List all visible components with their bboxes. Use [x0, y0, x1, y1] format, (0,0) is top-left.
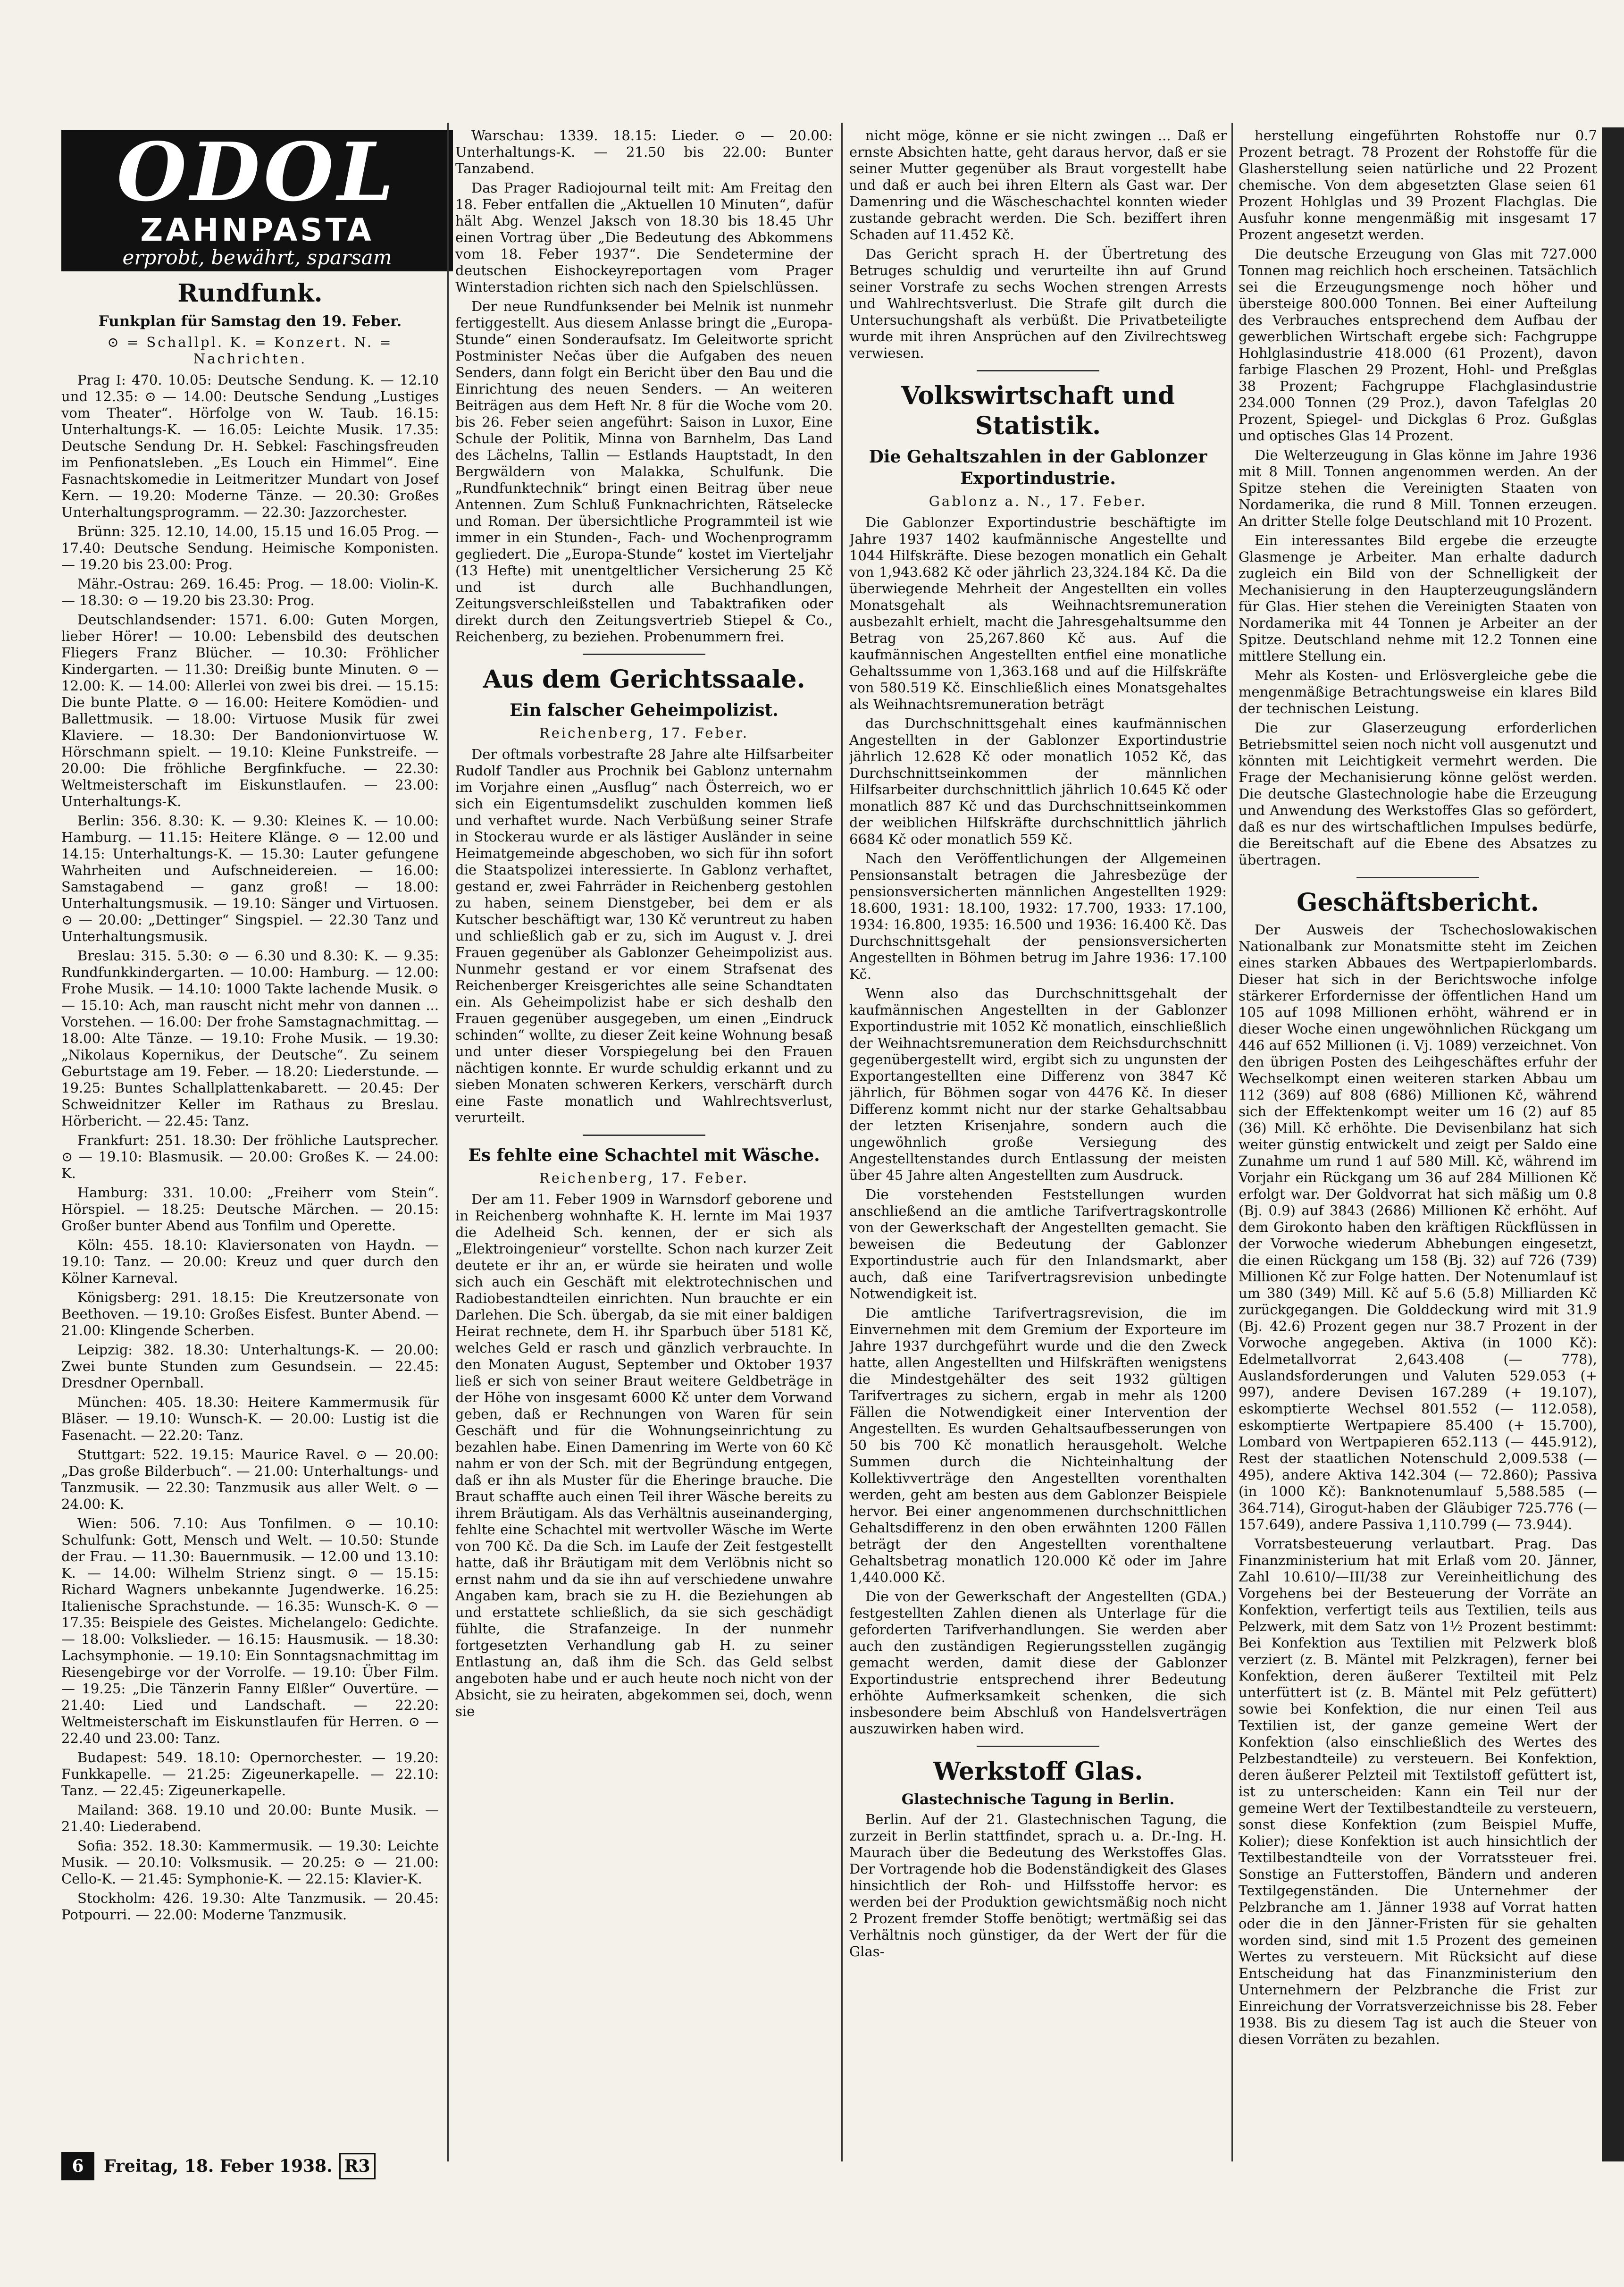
paragraph: das Durchschnittsgehalt eines kaufmännischen Angestellten in der Gablonzer Exportindustrie jährlich 12.628 Kč oder monatlich 1052 Kč, das Durchschnittseinkommen der männlichen Hilfsarbeiter durchschnittlich jährlich 10.645 Kč oder monatlich 887 Kč und das Durchschnittseinkommen der weiblichen Hilfskräfte durchschnittlich jährlich 6684 Kč oder monatlich 559 Kč.	[849, 715, 1227, 847]
radio-notes	[455, 127, 833, 645]
story2-dateline: Reichenberg, 17. Feber.	[539, 1170, 749, 1186]
paragraph: Hamburg: 331. 10.00: „Freiherr vom Stein“. Hörspiel. — 18.25: Deutsche Märchen. — 20.15: Großer bunter Abend aus Tonfilm und Operette.	[61, 1185, 439, 1234]
glass-subheading: Glastechnische Tagung in Berlin.	[901, 1791, 1175, 1808]
ad-product: ZAHNPASTA	[140, 212, 374, 248]
paragraph: Stuttgart: 522. 19.15: Maurice Ravel. ⊙ — 20.00: „Das große Bilderbuch“. — 21.00: Unterhaltungs- und Tanzmusik. — 22.30: Tanzmusik aus aller Welt. ⊙ — 24.00: K.	[61, 1446, 439, 1512]
column-radio	[61, 269, 439, 2161]
paragraph: Budapest: 549. 18.10: Opernorchester. — 19.20: Funkkapelle. — 21.25: Zigeunerkapelle. — 22.10: Tanz. — 22.45: Zigeunerkapelle.	[61, 1749, 439, 1799]
radio-listings	[61, 372, 439, 1923]
paragraph: Die von der Gewerkschaft der Angestellten (GDA.) festgestellten Zahlen dienen als Unterlage für die geforderten Tarifverhandlungen. Sie werden aber auch den zuständigen Regierungsstellen zugängig gemacht werden, damit diese der Gablonzer Exportindustrie entsprechend ihrer Bedeutung erhöhte Aufmerksamkeit schenken, die sich insbesondere beim Abschluß von Handelsverträgen auszuwirken haben wird.	[849, 1589, 1227, 1737]
glass-body	[849, 1811, 1227, 1960]
paragraph: Köln: 455. 18.10: Klaviersonaten von Haydn. — 19.10: Tanz. — 20.00: Kreuz und quer durch den Kölner Karneval.	[61, 1237, 439, 1286]
radio-legend: ⊙ = Schallpl. K. = Konzert. N. = Nachrichten.	[107, 334, 393, 367]
paragraph: Mehr als Kosten- und Erlösvergleiche gebe die mengenmäßige Betrachtungsweise ein klares Bild der technischen Leistung.	[1239, 667, 1597, 716]
radio-heading: Rundfunk.	[177, 279, 323, 308]
column-rule	[1231, 123, 1233, 2161]
column-three	[849, 127, 1227, 2161]
paragraph: Königsberg: 291. 18.15: Die Kreutzersonate von Beethoven. — 19.10: Großes Eisfest. Bunter Abend. — 21.00: Klingende Scherben.	[61, 1289, 439, 1338]
paragraph: Die Gablonzer Exportindustrie beschäftigte im Jahre 1937 1402 kaufmännische Angestellte und 1044 Hilfskräfte. Diese bezogen monatlich ein Gehalt von 1,943.682 Kč oder jährlich 23,324.184 Kč. Da die überwiegende Mehrheit der Angestellten ein volles Monatsgehalt als Weihnachtsremuneration ausbezahlt erhielt, macht die Jahresgehaltsumme den Betrag von 25,267.860 Kč aus. Auf die kaufmännischen Angestellten entfiel eine monatliche Gehaltssumme von 1,363.168 und auf die Hilfskräfte von 580.519 Kč. Einschließlich eines Monatsgehaltes als Weihnachtsremuneration beträgt	[849, 514, 1227, 712]
paragraph: Stockholm: 426. 19.30: Alte Tanzmusik. — 20.45: Potpourri. — 22.00: Moderne Tanzmusik.	[61, 1890, 439, 1923]
paragraph: München: 405. 18.30: Heitere Kammermusik für Bläser. — 19.10: Wunsch-K. — 20.00: Lustig ist die Fasenacht. — 22.20: Tanz.	[61, 1394, 439, 1443]
paragraph: Leipzig: 382. 18.30: Unterhaltungs-K. — 20.00: Zwei bunte Stunden zum Gesundsein. — 22.45: Dresdner Opernball.	[61, 1342, 439, 1391]
economy-body	[849, 514, 1227, 1737]
divider	[583, 1135, 705, 1136]
paragraph: Die deutsche Erzeugung von Glas mit 727.000 Tonnen mag reichlich hoch erscheinen. Tatsächlich sei die Erzeugungsmenge noch höher und übersteige 800.000 Tonnen. Bei einer Aufteilung des Verbrauches entsprechend dem Aufbau der gewerblichen Wirtschaft ergebe sich: Fachgruppe Hohlglasindustrie 418.000 (61 Prozent), davon farbige Flaschen 29 Prozent, Hohl- und Preßglas 38 Prozent; Fachgruppe Flachglasindustrie 234.000 Tonnen (29 Proz.), davon Tafelglas 20 Prozent, Spiegel- und Dickglas 6 Proz. Gußglas und optisches Glas 14 Prozent.	[1239, 246, 1597, 444]
radio-subheading: Funkplan für Samstag den 19. Feber.	[98, 313, 402, 330]
ad-slogan: erprobt, bewährt, sparsam	[122, 246, 392, 269]
column-rule	[841, 123, 843, 2161]
story1-dateline: Reichenberg, 17. Feber.	[539, 725, 749, 741]
page-footer	[61, 2152, 486, 2180]
story2-continued	[849, 127, 1227, 362]
court-heading: Aus dem Gerichtssaale.	[483, 665, 805, 694]
column-rule	[447, 123, 449, 2161]
economy-heading: Volkswirtschaft und Statistik.	[901, 381, 1175, 440]
paragraph: Nach den Veröffentlichungen der Allgemeinen Pensionsanstalt betragen die Jahresbezüge der pensionsversicherten männlichen Angestellten 1929: 18.600, 1931: 18.100, 1932: 17.700, 1933: 17.100, 1934: 16.800, 1935: 16.500 und 1936: 16.400 Kč. Das Durchschnittsgehalt der pensionsversicherten Angestellten in Böhmen betrug im Jahre 1936: 17.100 Kč.	[849, 850, 1227, 982]
divider	[977, 370, 1099, 371]
business-heading: Geschäftsbericht.	[1297, 888, 1539, 917]
paragraph: Wien: 506. 7.10: Aus Tonfilmen. ⊙ — 10.10: Schulfunk: Gott, Mensch und Welt. — 10.50: Stunde der Frau. — 11.30: Bauernmusik. — 12.00 und 13.10: K. — 14.00: Wilhelm Strienz singt. ⊙ — 15.15: Richard Wagners unbekannte Jugendwerke. 16.25: Italienische Sprachstunde. — 16.35: Wunsch-K. ⊙ — 17.35: Beispiele des Geistes. Michelangelo: Gedichte. — 18.00: Volkslieder. — 16.15: Hausmusik. — 18.30: Lachsymphonie. — 19.10: Ein Sonntagsnachmittag im Riesengebirge vor der Vorrolfe. — 19.10: Über Film. — 19.25: „Die Tänzerin Fanny Elßler“ Ouvertüre. — 21.40: Lied und Landschaft. — 22.20: Weltmeisterschaft im Eiskunstlaufen für Herren. ⊙ — 22.40 und 23.00: Tanz.	[61, 1515, 439, 1746]
issue-date: Freitag, 18. Feber 1938.	[104, 2156, 333, 2176]
paragraph: Der neue Rundfunksender bei Melnik ist nunmehr fertiggestellt. Aus diesem Anlasse bringt die „Europa-Stunde“ einen Sonderaufsatz. Im Geleitworte spricht Postminister Nečas über die Aufgaben des neuen Senders, dann folgt ein Bericht über den Bau und die Einrichtung des neuen Senders. — An weiteren Beiträgen aus dem Heft Nr. 8 für die Woche vom 20. bis 26. Feber seien angeführt: Saison in Luxor, Eine Schule der Politik, Minna von Barnhelm, Das Land des Lächelns, Tallin — Estlands Hauptstadt, In den Bergwäldern von Malakka, Schulfunk. Die „Rundfunktechnik“ bringt einen Beitrag über neue Antennen. Zum Schluß Funknachrichten, Rätselecke und Roman. Der übersichtliche Programmteil ist wie immer in ein Stunden-, Fach- und Wochenprogramm gegliedert. Die „Europa-Stunde“ kostet im Vierteljahr (13 Hefte) mit unentgeltlicher Versicherung 25 Kč und ist durch alle Buchhandlungen, Zeitungsverschleißstellen und Tabaktrafiken oder direkt durch den Zeitungsvertrieb Stiepel & Co., Reichenberg, zu beziehen. Probenummern frei.	[455, 298, 833, 645]
divider	[977, 1746, 1099, 1747]
story2-title: Es fehlte eine Schachtel mit Wäsche.	[468, 1145, 820, 1165]
paragraph: Der am 11. Feber 1909 in Warnsdorf geborene und in Reichenberg wohnhafte K. H. lernte im Mai 1937 die Adelheid Sch. kennen, der er sich als „Elektroingenieur“ vorstellte. Schon nach kurzer Zeit deutete er ihr an, er würde sie heiraten und wolle sich auch ein Geschäft mit elektrotechnischen und Radiobestandteilen einrichten. Nun brauchte er ein Darlehen. Die Sch. übergab, da sie mit einer baldigen Heirat rechnete, dem H. ihr Sparbuch über 5181 Kč, welches Geld er rasch und gänzlich verbrauchte. In den Monaten August, September und Oktober 1937 ließ er sich von seiner Braut weitere Geldbeträge in der Höhe von insgesamt 6000 Kč unter dem Vorwand geben, daß er Rechnungen von Waren für sein Geschäft und für die Wohnungseinrichtung zu bezahlen habe. Einen Damenring im Werte von 60 Kč nahm er von der Sch. mit der Begründung entgegen, daß er ihn als Muster für die Eheringe brauche. Die Braut schaffte auch einen Teil ihrer Wäsche bereits zu ihrem Bräutigam. Als das Verhältnis auseinanderging, fehlte eine Schachtel mit wertvoller Wäsche im Werte von 700 Kč. Da die Sch. im Laufe der Zeit festgestellt hatte, daß ihr Bräutigam mit dem Verlöbnis nicht so ernst nahm und da sie ihn auf verschiedene unwahre Angaben kam, brach sie zu H. die Beziehungen ab und erstattete schließlich, da sie sich geschädigt fühlte, die Strafanzeige. In der nunmehr fortgesetzten Verhandlung gab H. zu seiner Entlastung an, daß ihm die Sch. das Geld selbst angeboten habe und er auch heute noch nicht von der Absicht, sie zu heiraten, abgekommen sei, doch, wenn sie	[455, 1191, 833, 1719]
story1-body	[455, 746, 833, 1126]
paragraph: Deutschlandsender: 1571. 6.00: Guten Morgen, lieber Hörer! — 10.00: Lebensbild des deutschen Fliegers Franz Blücher. — 10.30: Fröhlicher Kindergarten. — 11.30: Dreißig bunte Minuten. ⊙ — 12.00: K. — 14.00: Allerlei von zwei bis drei. — 15.15: Die bunte Platte. ⊙ — 16.00: Heitere Komödien- und Ballettmusik. — 18.00: Virtuose Musik für zwei Klaviere. — 18.30: Der Bandonionvirtuose W. Hörschmann spielt. — 19.10: Kleine Funkstreife. — 20.00: Die fröhliche Bergfinkfuche. — 22.30: Weltmeisterschaft im Eiskunstlaufen. — 23.00: Unterhaltungs-K.	[61, 612, 439, 809]
story1-title: Ein falscher Geheimpolizist.	[510, 700, 779, 720]
paragraph: Sofia: 352. 18.30: Kammermusik. — 19.30: Leichte Musik. — 20.10: Volksmusik. — 20.25: ⊙ — 21.00: Cello-K. — 21.45: Symphonie-K. — 22.15: Klavier-K.	[61, 1838, 439, 1887]
page-edge	[1602, 127, 1624, 2161]
paragraph: Ein interessantes Bild ergebe die erzeugte Glasmenge je Arbeiter. Man erhalte dadurch zugleich ein Bild von der Schnelligkeit der Mechanisierung in den Haupterzeugungsländern für Glas. Hier stehen die Vereinigten Staaten von Nordamerika mit 44 Tonnen je Arbeiter an der Spitze. Deutschland nehme mit 12.2 Tonnen eine mittlere Stellung ein.	[1239, 532, 1597, 664]
paragraph: Das Prager Radiojournal teilt mit: Am Freitag den 18. Feber entfallen die „Aktuellen 10 Minuten“, dafür hält Abg. Wenzel Jaksch von 18.30 bis 18.45 Uhr einen Vortrag über „Die Bedeutung des Abkommens vom 18. Feber 1937“. Die Sendetermine der deutschen Eishockeyreportagen vom Prager Winterstadion richten sich nach den Spielschlüssen.	[455, 180, 833, 295]
paragraph: Warschau: 1339. 18.15: Lieder. ⊙ — 20.00: Unterhaltungs-K. — 21.50 bis 22.00: Bunter Tanzabend.	[455, 127, 833, 177]
ad-brand: ODOL	[117, 125, 398, 219]
paragraph: Brünn: 325. 12.10, 14.00, 15.15 und 16.05 Prog. — 17.40: Deutsche Sendung. Heimische Komponisten. — 19.20 bis 23.00: Prog.	[61, 523, 439, 572]
paragraph: nicht möge, könne er sie nicht zwingen ... Daß er ernste Absichten hatte, geht daraus hervor, daß er sie seiner Mutter gegenüber als Braut vorgestellt habe und daß er auch bei ihren Eltern als Gast war. Der Damenring und die Wäscheschachtel konnten wieder zustande gebracht werden. Die Sch. beziffert ihren Schaden auf 11.452 Kč.	[849, 127, 1227, 243]
paragraph: Die amtliche Tarifvertragsrevision, die im Einvernehmen mit dem Gremium der Exporteure im Jahre 1937 durchgeführt wurde und die den Zweck hatte, allen Angestellten und Hilfskräften wenigstens die Mindestgehälter des seit 1932 gültigen Tarifvertrages zu sichern, ergab in mehr als 1200 Fällen die Notwendigkeit einer Intervention der Angestellten. Es wurden Gehaltsaufbesserungen von 50 bis 700 Kč monatlich herausgeholt. Welche Summen durch die Nichteinhaltung der Kollektivverträge den Angestellten vorenthalten werden, geht am besten aus dem Gablonzer Beispiele hervor. Bei einer angenommenen durchschnittlichen Gehaltsdifferenz in den oben erwähnten 1200 Fällen beträgt der den Angestellten vorenthaltene Gehaltsbetrag monatlich 120.000 Kč oder im Jahre 1,440.000 Kč.	[849, 1305, 1227, 1585]
paragraph: Die vorstehenden Feststellungen wurden anschließend an die amtliche Tarifvertragskontrolle von der Gewerkschaft der Angestellten gemacht. Sie beweisen die Bedeutung der Gablonzer Exportindustrie auch für den Inlandsmarkt, aber auch, daß eine Tarifvertragsrevision unbedingte Notwendigkeit ist.	[849, 1186, 1227, 1302]
paragraph: Die zur Glaserzeugung erforderlichen Betriebsmittel seien noch nicht voll ausgenutzt und könnten mit Leichtigkeit vermehrt werden. Die Frage der Mechanisierung könne gelöst werden. Die deutsche Glastechnologie habe die Erzeugung und Anwendung des Werkstoffes Glas so gefördert, daß es nur des wirtschaftlichen Impulses bedürfe, die Bereitschaft auf die Ebene des Absatzes zu übertragen.	[1239, 720, 1597, 868]
economy-dateline: Gablonz a. N., 17. Feber.	[929, 493, 1147, 509]
paragraph: Prag I: 470. 10.05: Deutsche Sendung. K. — 12.10 und 12.35: ⊙ — 14.00: Deutsche Sendung „Lustiges vom Theater“. Hörfolge von W. Taub. 16.15: Unterhaltungs-K. — 16.05: Leichte Musik. 17.35: Deutsche Sendung Dr. H. Sebkel: Faschingsfreuden im Penfionatsleben. „Es Louch ein Himmel“. Eine Fasnachtskomedie in Leitmeritzer Mundart von Josef Kern. — 19.20: Moderne Tänze. — 20.30: Großes Unterhaltungsprogramm. — 22.30: Jazzorchester.	[61, 372, 439, 520]
paragraph: Das Gericht sprach H. der Übertretung des Betruges schuldig und verurteilte ihn auf Grund seiner Vorstrafe zu sechs Wochen strengen Arrests und Wahlrechtsverlust. Die Strafe gilt durch die Untersuchungshaft als verbüßt. Die Privatbeteiligte wurde mit ihren Ansprüchen auf den Zivilrechtsweg verwiesen.	[849, 246, 1227, 361]
paragraph: Der Ausweis der Tschechoslowakischen Nationalbank zur Monatsmitte steht im Zeichen eines starken Abbaues des Wertpapierlombards. Dieser hat sich in der Berichtswoche infolge stärkerer Erfordernisse der öffentlichen Hand um 105 auf 1098 Millionen erhöht, während er in dieser Woche einen ungewöhnlichen Rückgang um 446 auf 652 Millionen (i. Vj. 1089) verzeichnet. Von den übrigen Posten des Leihgeschäftes erfuhr der Wechselkompt einen weiteren starken Abbau um 112 (369) auf 808 (686) Millionen Kč, während sich der Effektenkompt weiter um 16 (2) auf 85 (36) Mill. Kč erhöhte. Die Devisenbilanz hat sich weiter günstig entwickelt und zeigt per Saldo eine Zunahme um rund 1 auf 580 Mill. Kč, während im Vorjahr ein Rückgang um 36 auf 284 Millionen Kč erfolgt war. Der Goldvorrat hat sich mäßig um 0.8 (Bj. 0.9) auf 3843 (2686) Millionen Kč erhöht. Auf dem Girokonto haben den kräftigen Rückflüssen in der Vorwoche wiederum Abhebungen eingesetzt, die einen Rückgang um 158 (Bj. 32) auf 726 (739) Millionen Kč zur Folge hatten. Der Notenumlauf ist um 380 (349) Mill. Kč auf 5.6 (5.8) Milliarden Kč zurückgegangen. Die Golddeckung wird mit 31.9 (Bj. 42.6) Prozent gegen nur 38.7 Prozent in der Vorwoche angegeben. Aktiva (in 1000 Kč): Edelmetallvorrat 2,643.408 (— 778), Auslandsforderungen und Valuten 529.053 (+ 997), andere Devisen 167.289 (+ 19.107), eskomptierte Wechsel 801.552 (— 112.058), eskomptierte Wertpapiere 85.400 (+ 15.700), Lombard von Wertpapieren 652.113 (— 445.912), Rest der staatlichen Notenschuld 2,009.538 (— 495), andere Aktiva 142.304 (— 72.860); Passiva (in 1000 Kč): Banknotenumlauf 5,588.585 (— 364.714), Girogut-haben der Gläubiger 725.776 (— 157.649), andere Passiva 1,110.799 (— 73.944).	[1239, 922, 1597, 1532]
story2-body	[455, 1191, 833, 1720]
paragraph: Vorratsbesteuerung verlautbart. Prag. Das Finanzministerium hat mit Erlaß vom 20. Jänner, Zahl 10.610/—III/38 zur Vereinheitlichung des Vorgehens bei der Besteuerung der Vorräte an Konfektion, verfertigt teils aus Textilien, teils aus Pelzwerk, mit dem Satz von 1½ Prozent bestimmt: Bei Konfektion aus Textilien mit Pelzwerk bloß verziert (z. B. Mäntel mit Pelzkragen), ferner bei Konfektion, deren äußerer Textilteil mit Pelz unterfüttert ist (z. B. Mäntel mit Pelz gefüttert) sowie bei Konfektion, die nur einen Teil aus Textilien ist, der ganze gemeine Wert der Konfektion (also einschließlich des Wertes des Pelzbestandteile) zu versteuern. Bei Konfektion, deren äußerer Pelzteil mit Textilstoff gefüttert ist, ist zu unterscheiden: Kann ein Teil nur der gemeine Wert der Textilbestandteile zu versteuern, sonst diese Konfektion (zum Beispiel Muffe, Kolier); diese Konfektion ist auch hinsichtlich der Textilbestandteile von der Vorratssteuer frei. Sonstige an Futterstoffen, Bändern und anderen Textilgegenständen. Die Unternehmer der Pelzbranche am 1. Jänner 1938 auf Vorrat hatten oder die in den Jänner-Fristen für sie gehalten worden sind, sind mit 1.5 Prozent des gemeinen Wertes zu versteuern. Mit Rücksicht auf diese Entscheidung hat das Finanzministerium den Unternehmern der Pelzbranche die Frist zur Einreichung der Vorratsverzeichnisse bis 28. Feber 1938. Bis zu diesem Tag ist auch die Steuer von diesen Vorräten zu bezahlen.	[1239, 1536, 1597, 2047]
paragraph: Wenn also das Durchschnittsgehalt der kaufmännischen Angestellten in der Gablonzer Exportindustrie mit 1052 Kč monatlich, einschließlich der Weihnachtsremuneration dem Reichsdurchschnitt gegenübergestellt wird, ergibt sich zu ungunsten der Exportangestellten eine Differenz von 3847 Kč jährlich, für Böhmen sogar von 4476 Kč. In dieser Differenz kommt nicht nur der starke Gehaltsabbau der letzten Krisenjahre, sondern auch die ungewöhnlich große Versiegung des Angestelltenstandes durch Entlassung der meisten über 45 Jahre alten Angestellten zum Ausdruck.	[849, 985, 1227, 1183]
paragraph: Mähr.-Ostrau: 269. 16.45: Prog. — 18.00: Violin-K. — 18.30: ⊙ — 19.20 bis 23.30: Prog.	[61, 576, 439, 608]
paragraph: Berlin: 356. 8.30: K. — 9.30: Kleines K. — 10.00: Hamburg. — 11.15: Heitere Klänge. ⊙ — 12.00 und 14.15: Unterhaltungs-K. — 15.30: Lauter gefungene Wahrheiten und Aufschneidereien. — 16.00: Samstagabend — ganz groß! — 18.00: Unterhaltungsmusik. — 19.10: Sänger und Virtuosen. ⊙ — 20.00: „Dettinger“ Singspiel. — 22.30 Tanz und Unterhaltungsmusik.	[61, 813, 439, 944]
paragraph: Die Welterzeugung in Glas könne im Jahre 1936 mit 8 Mill. Tonnen angenommen werden. An der Spitze stehen die Vereinigten Staaten von Nordamerika, die rund 8 Mill. Tonnen erzeugen. An dritter Stelle folge Deutschland mit 10 Prozent.	[1239, 447, 1597, 529]
glass-continued	[1239, 127, 1597, 868]
glass-heading: Werkstoff Glas.	[933, 1757, 1143, 1786]
page-number: 6	[61, 2152, 94, 2180]
divider	[1356, 877, 1479, 878]
paragraph: Breslau: 315. 5.30: ⊙ — 6.30 und 8.30: K. — 9.35: Rundfunkkindergarten. — 10.00: Hamburg. — 12.00: Frohe Musik. — 14.10: 1000 Takte lachende Musik. ⊙ — 15.10: Ach, man rauscht nicht mehr von dannen ... Vorstehen. — 16.00: Der frohe Samstagnachmittag. — 18.00: Alte Tänze. — 19.10: Frohe Musik. — 19.30: „Nikolaus Kopernikus, der Deutsche“. Zu seinem Geburtstage am 19. Feber. — 18.20: Liederstunde. — 19.25: Buntes Schallplattenkabarett. — 20.45: Der Schweidnitzer Keller im Rathaus zu Breslau. Hörbericht. — 22.45: Tanz.	[61, 948, 439, 1129]
paragraph: Der oftmals vorbestrafte 28 Jahre alte Hilfsarbeiter Rudolf Tandler aus Prochnik bei Gablonz unternahm im Vorjahre einen „Ausflug“ nach Österreich, wo er sich ein Eigentumsdelikt zuschulden kommen ließ und verhaftet wurde. Nach Verbüßung seiner Strafe in Stockerau wurde er als lästiger Ausländer in seine Heimatgemeinde abgeschoben, wo sich für ihn sofort die Staatspolizei interessierte. In Gablonz verhaftet, gestand er, zwei Fahrräder in Reichenberg gestohlen zu haben, seinem Dienstgeber, bei dem er als Kutscher beschäftigt war, 130 Kč veruntreut zu haben und schließlich gab er zu, sich im August v. J. drei Frauen gegenüber als Gablonzer Geheimpolizist aus. Nunmehr gestand er vor einem Strafsenat des Reichenberger Kreisgerichtes alle seine Schandtaten ein. Als Geheimpolizist habe er sich deshalb den Frauen gegenüber ausgegeben, um einen „Eindruck schinden“ wollte, zu dieser Zeit keine Wohnung besaß und unter dieser Vorspiegelung bei den Frauen nächtigen konnte. Er wurde schuldig erkannt und zu sieben Monaten schweren Kerkers, verschärft durch eine Faste monatlich und Wahlrechtsverlust, verurteilt.	[455, 746, 833, 1126]
column-two	[455, 127, 833, 2161]
divider	[583, 654, 705, 655]
paragraph: Berlin. Auf der 21. Glastechnischen Tagung, die zurzeit in Berlin stattfindet, sprach u. a. Dr.-Ing. H. Maurach über die Bedeutung des Werkstoffes Glas. Der Vortragende hob die Bodenständigkeit des Glases hinsichtlich der Roh- und Hilfsstoffe hervor: es werden bei der Produktion gewichtsmäßig noch nicht 2 Prozent fremder Stoffe benötigt; wertmäßig sei das Verhältnis noch günstiger, da der Wert der für die Glas-	[849, 1811, 1227, 1959]
edition-mark: R3	[339, 2153, 376, 2179]
paragraph: Mailand: 368. 19.10 und 20.00: Bunte Musik. — 21.40: Liederabend.	[61, 1802, 439, 1834]
paragraph: Frankfurt: 251. 18.30: Der fröhliche Lautsprecher. ⊙ — 19.10: Blasmusik. — 20.00: Großes K. — 24.00: K.	[61, 1132, 439, 1181]
business-body	[1239, 922, 1597, 2048]
economy-subheading: Die Gehaltszahlen in der Gablonzer Exportindustrie.	[869, 447, 1207, 488]
odol-advertisement	[61, 125, 453, 271]
column-four	[1239, 127, 1597, 2161]
paragraph: herstellung eingeführten Rohstoffe nur 0.7 Prozent betragt. 78 Prozent der Rohstoffe für die Glasherstellung seien natürliche und 22 Prozent chemische. Von dem abgesetzten Glase seien 61 Prozent Hohlglas und 39 Prozent Flachglas. Die Ausfuhr konne mengenmäßig mit insgesamt 17 Prozent angesetzt werden.	[1239, 127, 1597, 243]
